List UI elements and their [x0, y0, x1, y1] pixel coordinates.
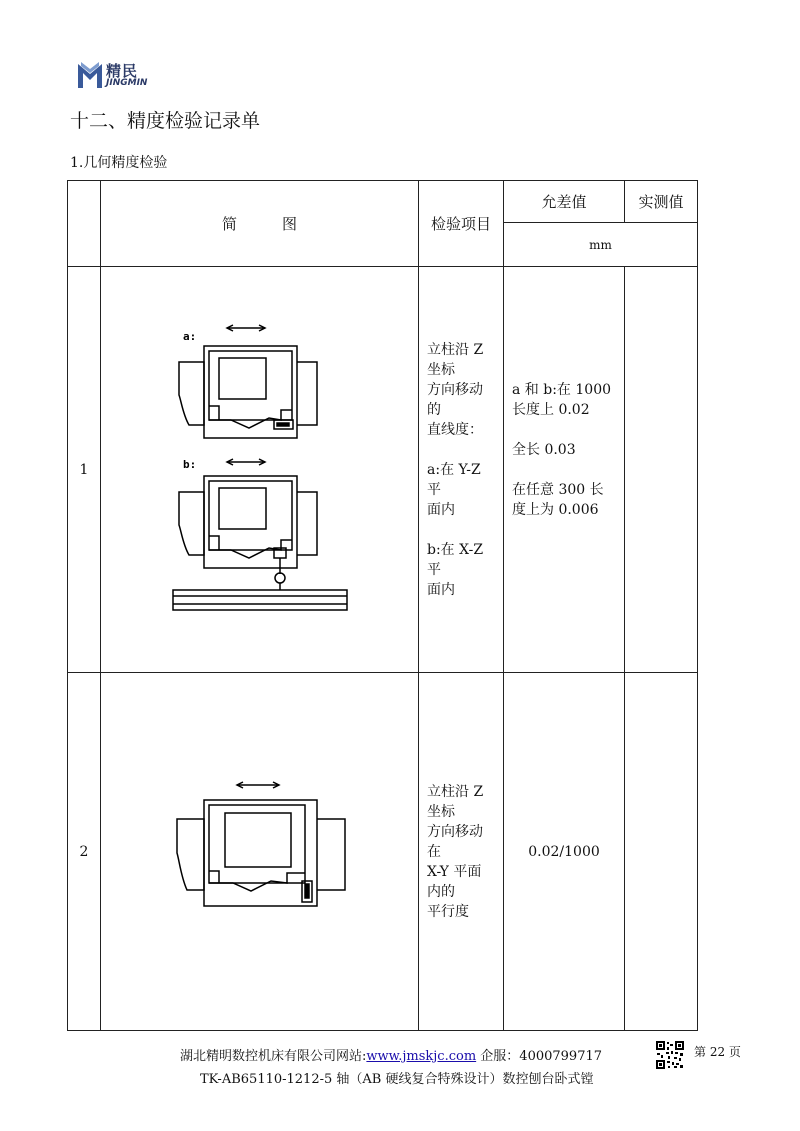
logo-text-cn: 精民	[106, 62, 139, 80]
diagram-cell	[101, 673, 419, 1031]
header-no-cell	[68, 181, 101, 267]
item-cell	[419, 673, 504, 1031]
page-number: 第 22 页	[694, 1045, 741, 1059]
header-tolerance: 允差值	[504, 181, 625, 223]
qr-code-icon	[656, 1041, 684, 1069]
actual-cell[interactable]	[625, 267, 698, 673]
actual-cell[interactable]	[625, 673, 698, 1031]
footer-model: TK-AB65110-1212-5 轴（AB 硬线复合特殊设计）数控刨台卧式镗	[200, 1072, 594, 1087]
footer-website-link[interactable]: www.jmskjc.com	[366, 1049, 477, 1064]
table-row	[68, 673, 698, 1031]
item-cell	[419, 267, 504, 673]
item-text: 立柱沿 Z 坐标 方向移动 的 直线度： a:在 Y-Z 平 面内 b:在 X-Z 平 面内	[427, 341, 484, 598]
tolerance-text: a 和 b:在 1000 长度上 0.02 全长 0.03 在任意 300 长 度上为 0.006	[512, 381, 612, 518]
table-row	[68, 267, 698, 673]
row-number: 1	[68, 267, 101, 673]
fig-label-a: a:	[183, 329, 197, 343]
column-straightness-diagram	[101, 320, 419, 620]
footer-company-line	[180, 1045, 602, 1064]
header-actual: 实测值	[625, 181, 698, 223]
header-item: 检验项目	[419, 181, 504, 267]
fig-label-b: b:	[183, 457, 197, 471]
company-logo	[76, 60, 166, 94]
row-number: 2	[68, 673, 101, 1031]
subsection-title: 1.几何精度检验	[70, 155, 168, 171]
tolerance-cell	[504, 673, 625, 1031]
footer-company: 湖北精明数控机床有限公司网站:	[180, 1049, 367, 1064]
section-title: 十二、精度检验记录单	[70, 110, 261, 132]
diagram-cell	[101, 267, 419, 673]
inspection-table	[67, 180, 698, 1031]
jingmin-logo-icon	[76, 60, 104, 90]
header-unit: mm	[504, 223, 698, 267]
logo-text-en: JINGMIN	[106, 78, 148, 88]
column-parallelism-diagram	[101, 777, 419, 927]
item-text: 立柱沿 Z 坐标 方向移动 在 X-Y 平面 内的 平行度	[427, 783, 484, 920]
footer-service: 企服：4000799717	[480, 1049, 603, 1064]
tolerance-cell	[504, 267, 625, 673]
tolerance-text: 0.02/1000	[528, 843, 600, 860]
header-diagram: 简 图	[101, 181, 419, 267]
